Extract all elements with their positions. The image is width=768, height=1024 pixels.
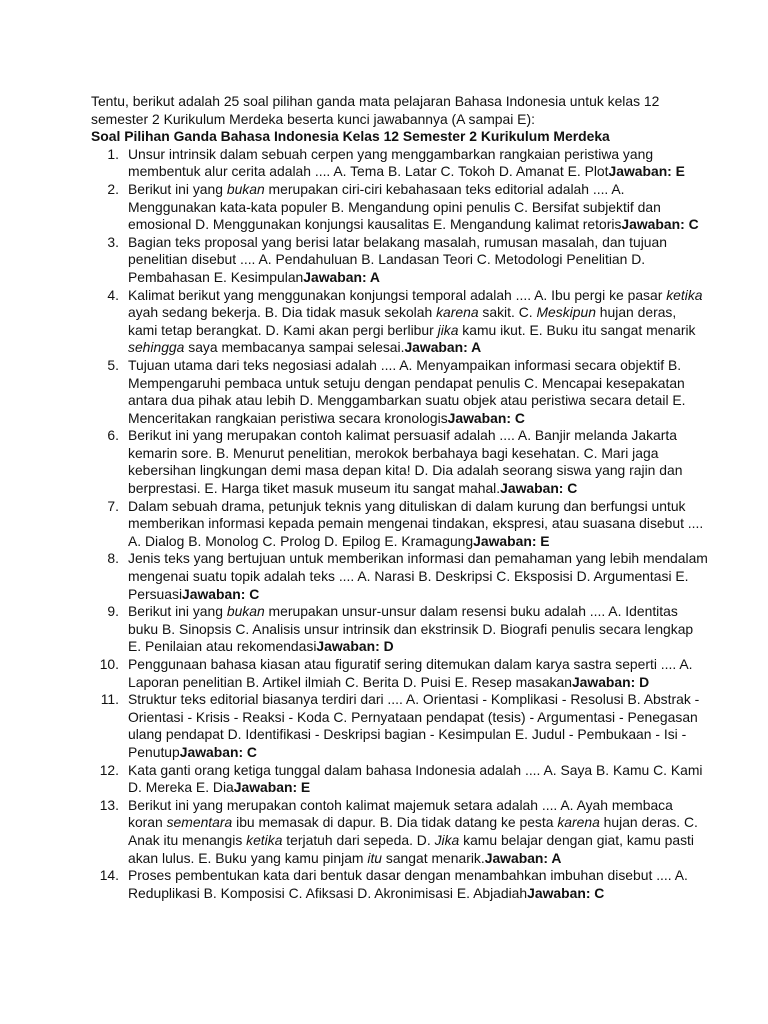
question-text-segment: merupakan unsur-unsur dalam resensi buku adalah .... A. Identitas buku B. Sinopsis C. Analisis unsur intrinsik dan ekstrinsik D. Biografi penulis secara lengkap E. Penilaian atau rekomendasi xyxy=(128,603,694,655)
question-text xyxy=(128,427,708,497)
answer-key: Jawaban: C xyxy=(621,216,699,233)
question-item xyxy=(91,603,708,656)
emphasized-word: karena xyxy=(436,304,479,321)
question-item xyxy=(91,357,708,427)
emphasized-word: sementara xyxy=(166,814,233,831)
emphasized-word: Meskipun xyxy=(536,304,596,321)
emphasized-word: karena xyxy=(557,814,600,831)
emphasized-word: Jika xyxy=(434,831,460,848)
question-number: 11. xyxy=(100,691,119,708)
question-text-segment: ayah sedang bekerja. B. Dia tidak masuk sekolah xyxy=(128,304,437,321)
question-text xyxy=(128,867,708,902)
question-item xyxy=(91,867,708,902)
emphasized-word: bukan xyxy=(226,180,265,197)
question-text-segment: Berikut ini yang merupakan contoh kalimat persuasif adalah .... A. Banjir melanda Jakarta kemarin sore. B. Menurut penelitian, merokok berbahaya bagi kesehatan. C. Mari jaga kebersihan lingkungan demi masa depan kita! D. Dia adalah seorang siswa yang rajin dan berprestasi. E. Harga tiket masuk museum itu sangat mahal. xyxy=(128,427,683,497)
question-text-segment: Struktur teks editorial biasanya terdiri dari .... A. Orientasi - Komplikasi - Resolusi B. Abstrak - Orientasi - Krisis - Reaksi - Koda C. Pernyataan pendapat (tesis) - Argumentasi - Penegasan ulang pendapat D. Identifikasi - Deskripsi bagian - Kesimpulan E. Judul - Pembukaan - Isi - Penutup xyxy=(128,691,700,760)
question-text xyxy=(128,498,708,551)
question-number: 5. xyxy=(107,356,119,373)
emphasized-word: itu xyxy=(367,849,383,866)
answer-key: Jawaban: E xyxy=(608,163,685,180)
question-text-segment: Dalam sebuah drama, petunjuk teknis yang dituliskan di dalam kurung dan berfungsi untuk memberikan informasi kepada pemain mengenai tindakan, ekspresi, atau suasana disebut .... A. Dialog B. Monolog C. Prolog D. Epilog E. Kramagung xyxy=(128,497,704,549)
question-item xyxy=(91,797,708,867)
question-text-segment: hujan deras, kami tetap berangkat. D. Kami akan pergi berlibur xyxy=(128,304,677,338)
question-text-segment: Berikut ini yang merupakan contoh kalimat majemuk setara adalah .... A. Ayah membaca koran xyxy=(128,796,673,831)
question-text xyxy=(128,656,708,691)
question-text-segment: Proses pembentukan kata dari bentuk dasar dengan menambahkan imbuhan disebut .... A. Reduplikasi B. Komposisi C. Afiksasi D. Akronimisasi E. Abjadiah xyxy=(128,867,688,901)
document-title: Soal Pilihan Ganda Bahasa Indonesia Kelas 12 Semester 2 Kurikulum Merdeka xyxy=(91,128,610,145)
question-item xyxy=(91,234,708,287)
question-text-segment: Berikut ini yang xyxy=(128,180,227,197)
question-item xyxy=(91,762,708,797)
answer-key: Jawaban: A xyxy=(404,339,482,356)
question-text xyxy=(128,691,708,761)
question-number: 3. xyxy=(107,233,119,250)
question-number: 7. xyxy=(107,497,119,514)
question-list xyxy=(91,146,708,903)
question-text xyxy=(128,603,708,656)
question-number: 2. xyxy=(107,180,119,197)
answer-key: Jawaban: A xyxy=(303,268,380,285)
question-item xyxy=(91,498,708,551)
question-text-segment: Kalimat berikut yang menggunakan konjungsi temporal adalah .... A. Ibu pergi ke pasar xyxy=(128,286,667,303)
question-text-segment: sakit. C. xyxy=(478,304,537,321)
question-text xyxy=(128,797,708,867)
question-number: 9. xyxy=(107,603,119,620)
question-number: 6. xyxy=(107,427,119,444)
answer-key: Jawaban: C xyxy=(527,884,605,901)
question-text xyxy=(128,234,708,287)
question-text-segment: sangat menarik. xyxy=(382,849,485,866)
question-text-segment: Tujuan utama dari teks negosiasi adalah .... A. Menyampaikan informasi secara objektif B. Mempengaruhi pembaca untuk setuju dengan pendapat penulis C. Mencapai kesepakatan antara dua pihak atau lebih D. Menggambarkan suatu objek atau peristiwa secara detail E. Menceritakan rangkaian peristiwa secara kronologis xyxy=(128,356,686,426)
question-text xyxy=(128,287,708,357)
question-item xyxy=(91,146,708,181)
emphasized-word: jika xyxy=(437,321,459,338)
emphasized-word: ketika xyxy=(246,831,283,848)
question-text xyxy=(128,146,708,181)
emphasized-word: sehingga xyxy=(128,339,185,356)
answer-key: Jawaban: E xyxy=(473,532,550,549)
question-number: 1. xyxy=(107,145,119,162)
question-text xyxy=(128,181,708,234)
question-text xyxy=(128,357,708,427)
question-item xyxy=(91,287,708,357)
emphasized-word: bukan xyxy=(226,603,265,620)
question-text-segment: Kata ganti orang ketiga tunggal dalam bahasa Indonesia adalah .... A. Saya B. Kamu C. Kami D. Mereka E. Dia xyxy=(128,761,703,796)
question-text-segment: Penggunaan bahasa kiasan atau figuratif sering ditemukan dalam karya sastra seperti .... A. Laporan penelitian B. Artikel ilmiah C. Berita D. Puisi E. Resep masakan xyxy=(128,656,693,690)
answer-key: Jawaban: C xyxy=(447,409,525,426)
question-text-segment: Jenis teks yang bertujuan untuk memberikan informasi dan pemahaman yang lebih mendalam mengenai suatu topik adalah teks .... A. Narasi B. Deskripsi C. Eksposisi D. Argumentasi E. Persuasi xyxy=(128,550,708,602)
question-text-segment: Berikut ini yang xyxy=(128,603,227,620)
question-number: 13. xyxy=(99,796,119,813)
question-text-segment: kamu ikut. E. Buku itu sangat menarik xyxy=(458,321,696,338)
question-text-segment: Bagian teks proposal yang berisi latar belakang masalah, rumusan masalah, dan tujuan penelitian disebut .... A. Pendahuluan B. Landasan Teori C. Metodologi Penelitian D. Pembahasan E. Kesimpulan xyxy=(128,233,667,285)
question-item xyxy=(91,550,708,603)
question-text-segment: terjatuh dari sepeda. D. xyxy=(282,831,435,848)
question-item xyxy=(91,427,708,497)
question-item xyxy=(91,691,708,761)
question-item xyxy=(91,656,708,691)
answer-key: Jawaban: A xyxy=(484,849,562,866)
question-number: 10. xyxy=(99,656,119,672)
question-text-segment: hujan deras. C. Anak itu menangis xyxy=(128,814,698,848)
question-item xyxy=(91,181,708,234)
answer-key: Jawaban: E xyxy=(233,779,311,796)
question-text xyxy=(128,550,708,603)
question-text-segment: ibu memasak di dapur. B. Dia tidak datang ke pesta xyxy=(232,814,558,831)
answer-key: Jawaban: C xyxy=(179,743,257,760)
answer-key: Jawaban: C xyxy=(500,480,578,497)
intro-paragraph: Tentu, berikut adalah 25 soal pilihan ganda mata pelajaran Bahasa Indonesia untuk kelas 12 semester 2 Kurikulum Merdeka beserta kunci jawabannya (A sampai E): xyxy=(91,93,660,127)
emphasized-word: ketika xyxy=(666,286,703,303)
question-text-segment: Unsur intrinsik dalam sebuah cerpen yang menggambarkan rangkaian peristiwa yang membentuk alur cerita adalah .... A. Tema B. Latar C. Tokoh D. Amanat E. Plot xyxy=(128,145,654,180)
question-number: 12. xyxy=(99,761,119,778)
question-text-segment: kamu belajar dengan giat, kamu pasti akan lulus. E. Buku yang kamu pinjam xyxy=(128,831,695,866)
question-text-segment: merupakan ciri-ciri kebahasaan teks editorial adalah .... A. Menggunakan kata-kata populer B. Mengandung opini penulis C. Bersifat subjektif dan emosional D. Menggunakan konjungsi kausalitas E. Mengandung kalimat retoris xyxy=(128,180,661,233)
question-number: 8. xyxy=(107,550,119,567)
question-number: 4. xyxy=(107,286,119,303)
question-text-segment: saya membacanya sampai selesai. xyxy=(184,339,405,356)
answer-key: Jawaban: C xyxy=(182,585,260,602)
question-text xyxy=(128,762,708,797)
answer-key: Jawaban: D xyxy=(571,673,650,690)
question-number: 14. xyxy=(99,867,119,884)
answer-key: Jawaban: D xyxy=(316,638,394,655)
